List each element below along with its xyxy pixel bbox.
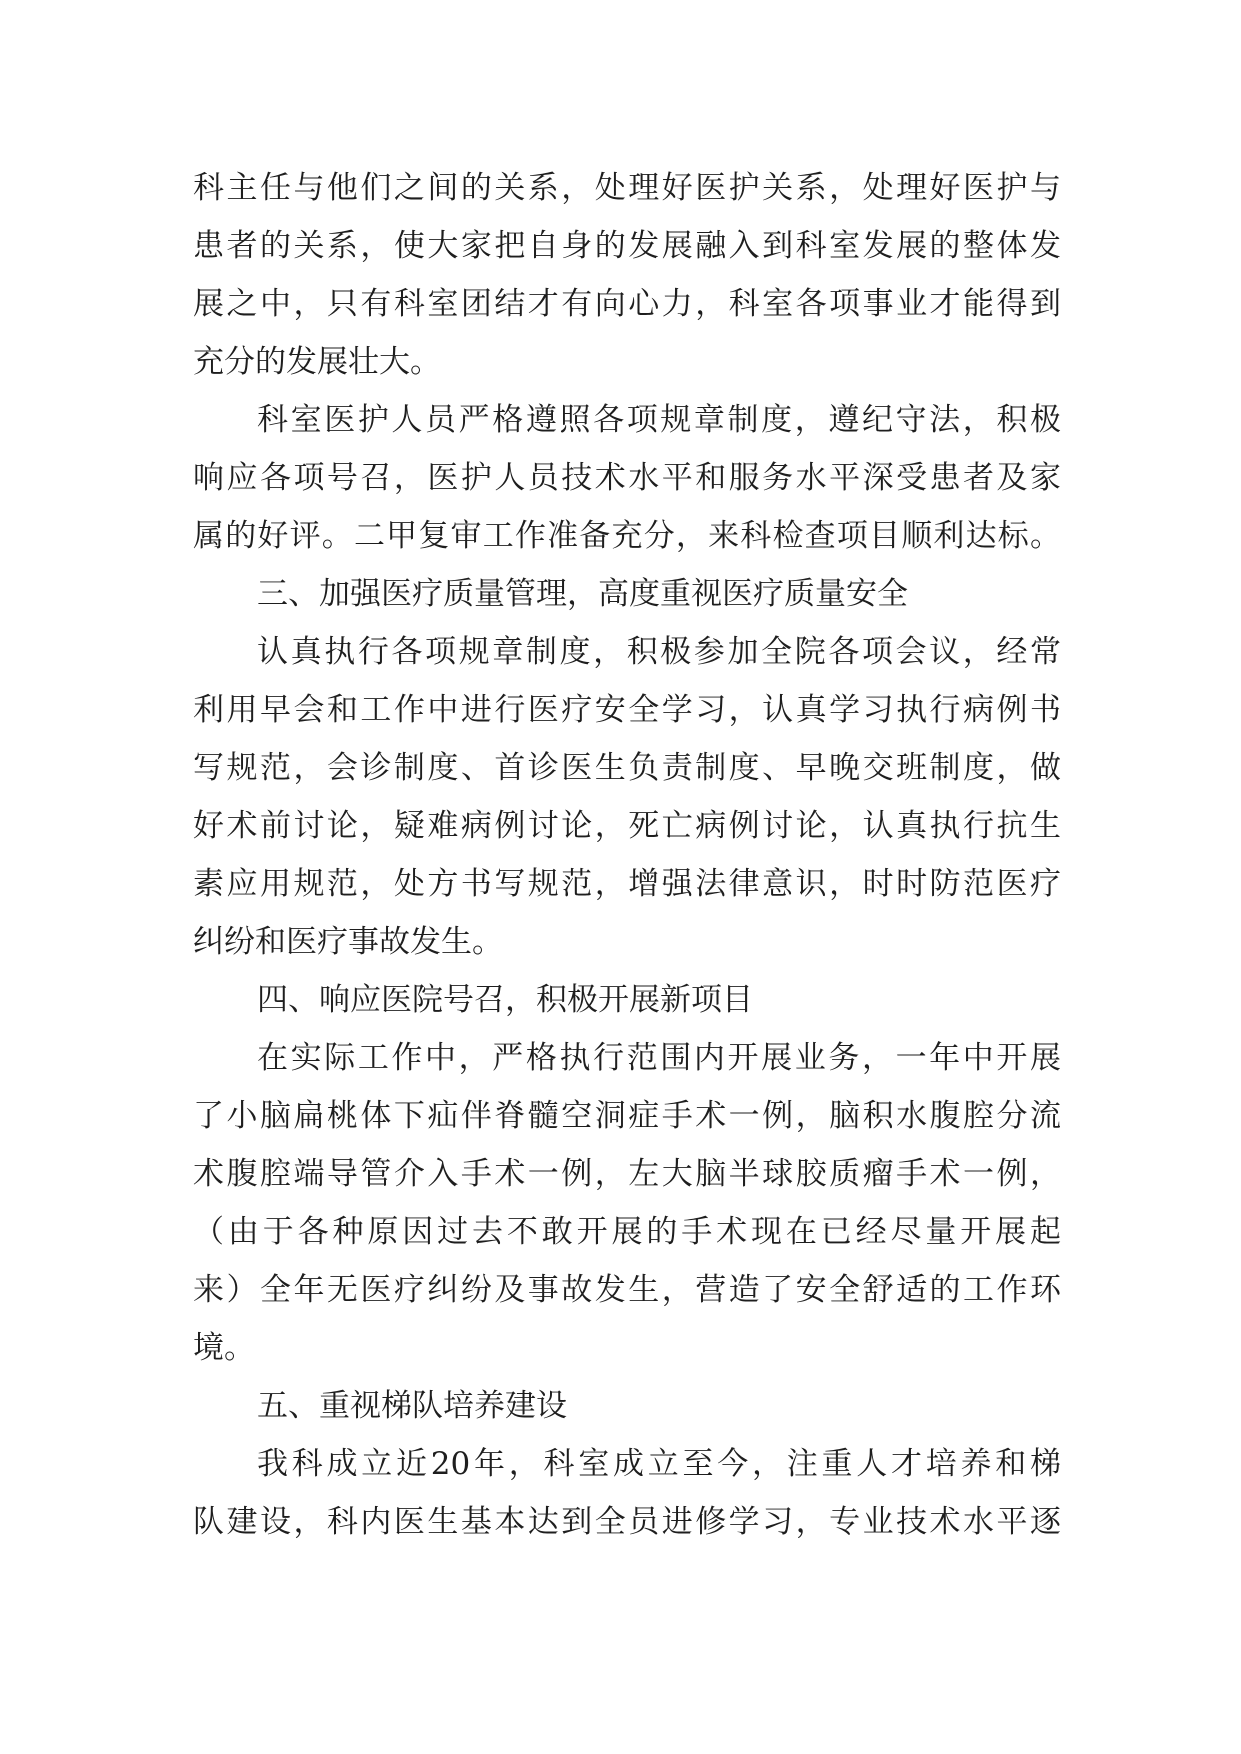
text-line: 属的好评。二甲复审工作准备充分，来科检查项目顺利达标。 bbox=[193, 518, 1061, 554]
section-heading: 三、加强医疗质量管理，高度重视医疗质量安全 bbox=[257, 576, 908, 612]
text-line: 术腹腔端导管介入手术一例，左大脑半球胶质瘤手术一例， bbox=[193, 1156, 1061, 1192]
text-line: 了小脑扁桃体下疝伴脊髓空洞症手术一例，脑积水腹腔分流 bbox=[193, 1098, 1061, 1134]
text-line: 认真执行各项规章制度，积极参加全院各项会议，经常 bbox=[257, 634, 1061, 670]
text-line: 利用早会和工作中进行医疗安全学习，认真学习执行病例书 bbox=[193, 692, 1061, 728]
text-line: 在实际工作中，严格执行范围内开展业务，一年中开展 bbox=[257, 1040, 1061, 1076]
text-line: 科主任与他们之间的关系，处理好医护关系，处理好医护与 bbox=[193, 170, 1061, 206]
text-line: 展之中，只有科室团结才有向心力，科室各项事业才能得到 bbox=[193, 286, 1061, 322]
text-line: 来）全年无医疗纠纷及事故发生，营造了安全舒适的工作环 bbox=[193, 1272, 1061, 1308]
text-line: 队建设，科内医生基本达到全员进修学习，专业技术水平逐 bbox=[193, 1504, 1061, 1540]
text-line: 患者的关系，使大家把自身的发展融入到科室发展的整体发 bbox=[193, 228, 1061, 264]
text-line: 充分的发展壮大。 bbox=[193, 344, 441, 380]
section-heading: 五、重视梯队培养建设 bbox=[257, 1388, 567, 1424]
text-line: 响应各项号召，医护人员技术水平和服务水平深受患者及家 bbox=[193, 460, 1061, 496]
text-line: 好术前讨论，疑难病例讨论，死亡病例讨论，认真执行抗生 bbox=[193, 808, 1061, 844]
text-line: 素应用规范，处方书写规范，增强法律意识，时时防范医疗 bbox=[193, 866, 1061, 902]
text-line: 境。 bbox=[193, 1330, 255, 1366]
text-line: 纠纷和医疗事故发生。 bbox=[193, 924, 503, 960]
text-line: （由于各种原因过去不敢开展的手术现在已经尽量开展起 bbox=[193, 1214, 1061, 1250]
text-line: 写规范，会诊制度、首诊医生负责制度、早晚交班制度，做 bbox=[193, 750, 1061, 786]
text-line: 我科成立近20年，科室成立至今，注重人才培养和梯 bbox=[257, 1446, 1061, 1482]
section-heading: 四、响应医院号召，积极开展新项目 bbox=[257, 982, 753, 1018]
text-line: 科室医护人员严格遵照各项规章制度，遵纪守法，积极 bbox=[257, 402, 1061, 438]
